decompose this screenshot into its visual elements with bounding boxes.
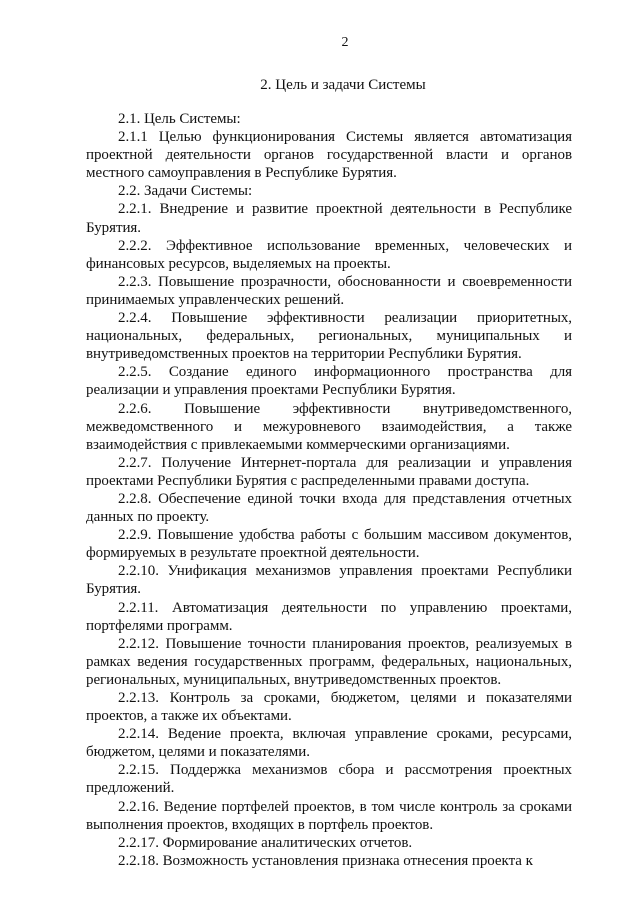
section-title: 2. Цель и задачи Системы: [260, 77, 426, 93]
paragraph: 2.2.1. Внедрение и развитие проектной деятельности в Республике Бурятия.: [86, 201, 572, 236]
paragraph: 2.1. Цель Системы:: [118, 111, 241, 127]
paragraph: 2.2.5. Создание единого информационного пространства для реализации и управления проектами Республики Бурятия.: [86, 364, 572, 399]
paragraph: 2.2.12. Повышение точности планирования проектов, реализуемых в рамках ведения государственных программ, федеральных, национальных, региональных, муниципальных, внутриведомственных проектов.: [86, 635, 572, 688]
paragraph: 2.2.3. Повышение прозрачности, обоснованности и своевременности принимаемых управленческих решений.: [86, 273, 572, 308]
paragraph: 2.2.2. Эффективное использование временных, человеческих и финансовых ресурсов, выделяемых на проекты.: [86, 237, 572, 272]
paragraph: 2.1.1 Целью функционирования Системы является автоматизация проектной деятельности органов государственной власти и органов местного самоуправления в Республике Бурятия.: [86, 129, 572, 182]
paragraph: 2.2.6. Повышение эффективности внутриведомственного, межведомственного и межуровневого взаимодействия, а также взаимодействия с привлекаемыми коммерческими организациями.: [86, 400, 572, 453]
paragraph: 2.2.4. Повышение эффективности реализации приоритетных, национальных, федеральных, региональных, муниципальных и внутриведомственных проектов на территории Республики Бурятия.: [86, 310, 572, 363]
paragraph: 2.2.17. Формирование аналитических отчетов.: [118, 834, 413, 851]
paragraph: 2.2.11. Автоматизация деятельности по управлению проектами, портфелями программ.: [86, 599, 572, 634]
document-body: [86, 110, 572, 870]
paragraph: 2.2. Задачи Системы:: [118, 183, 253, 200]
paragraph: 2.2.16. Ведение портфелей проектов, в том числе контроль за сроками выполнения проектов, входящих в портфель проектов.: [86, 798, 572, 833]
paragraph: 2.2.8. Обеспечение единой точки входа для представления отчетных данных по проекту.: [86, 490, 572, 526]
page-number: 2: [341, 35, 349, 50]
paragraph: 2.2.9. Повышение удобства работы с большим массивом документов, формируемых в результате проектной деятельности.: [86, 527, 572, 562]
paragraph: 2.2.15. Поддержка механизмов сбора и рассмотрения проектных предложений.: [86, 762, 572, 797]
paragraph: 2.2.18. Возможность установления признака отнесения проекта к: [118, 852, 533, 869]
paragraph: 2.2.10. Унификация механизмов управления проектами Республики Бурятия.: [86, 563, 572, 598]
paragraph: 2.2.14. Ведение проекта, включая управление сроками, ресурсами, бюджетом, целями и показателями.: [86, 726, 572, 761]
paragraph: 2.2.13. Контроль за сроками, бюджетом, целями и показателями проектов, а также их объектами.: [86, 690, 572, 725]
paragraph: 2.2.7. Получение Интернет-портала для реализации и управления проектами Республики Бурятия с распределенными правами доступа.: [86, 454, 572, 489]
document-page: [86, 34, 572, 870]
